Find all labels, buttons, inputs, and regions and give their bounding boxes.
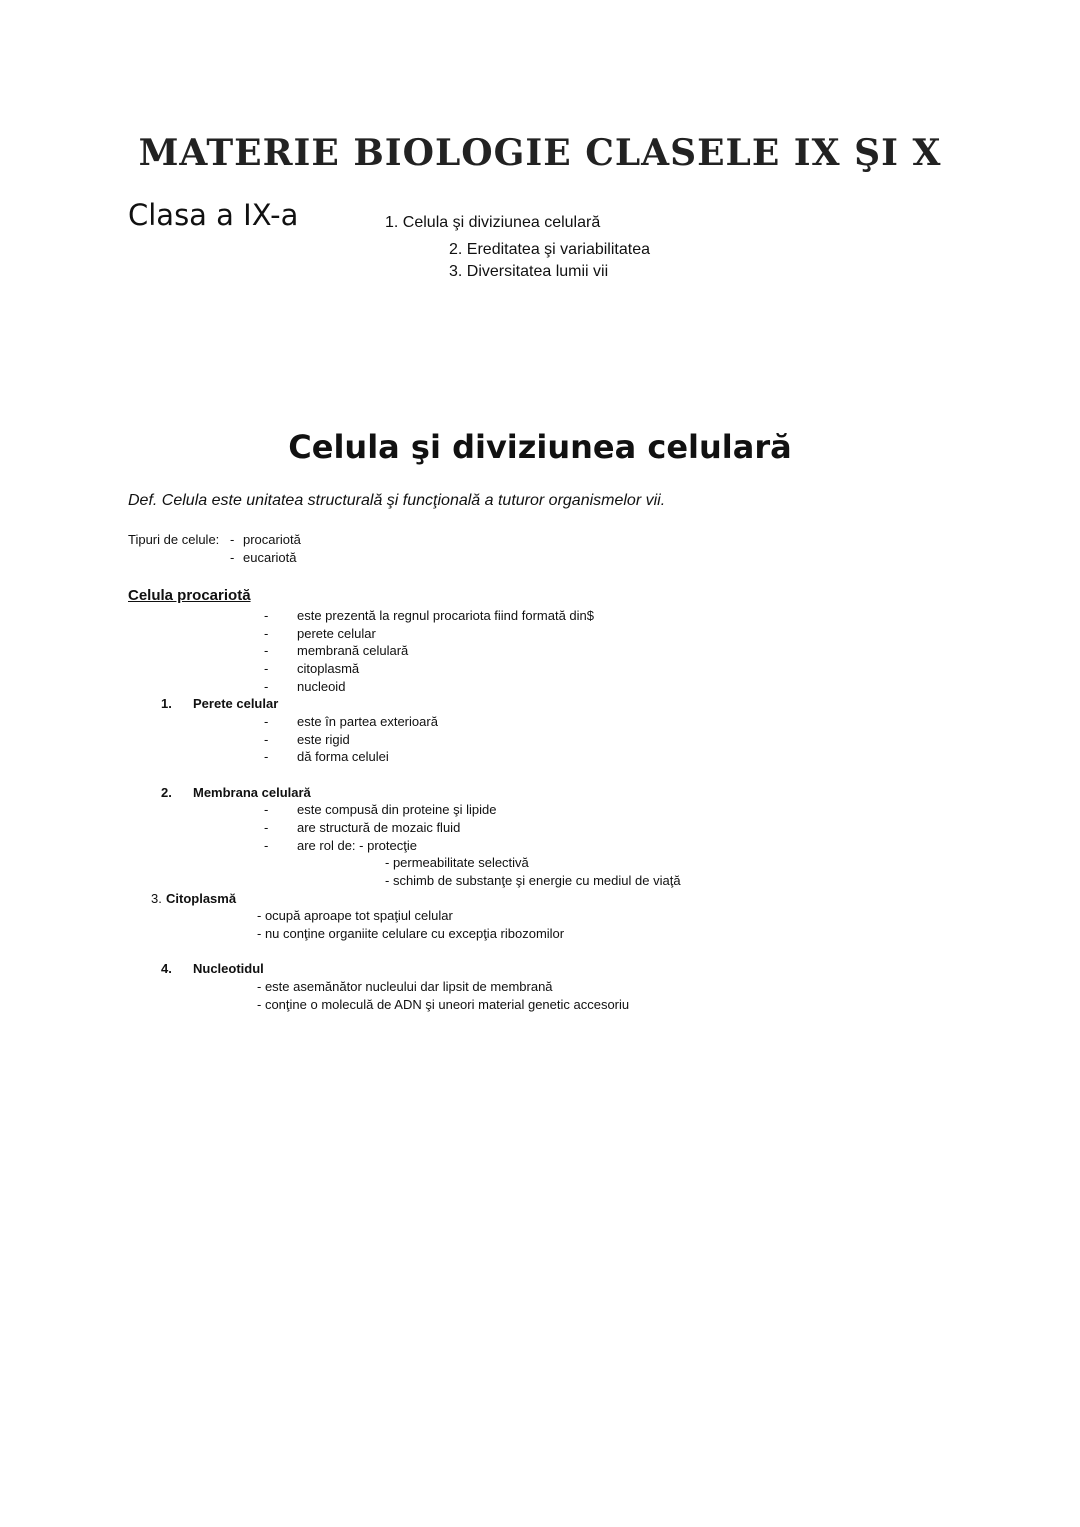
part-heading-cell-wall: Perete celular	[193, 696, 279, 711]
definition: Def. Celula este unitatea structurală şi funcţională a tuturor organismelor vii.	[128, 492, 666, 509]
subheading-prokaryote: Celula procariotă	[128, 587, 251, 604]
part-item: dă forma celulei	[297, 749, 389, 764]
intro-item: este prezentă la regnul procariota fiind formată din$	[297, 608, 595, 623]
part-item: - conţine o moleculă de ADN şi uneori material genetic accesoriu	[257, 997, 630, 1012]
part-item: este în partea exterioară	[297, 714, 438, 729]
dash-bullet: -	[264, 714, 269, 729]
part-item: - ocupă aproape tot spaţiul celular	[257, 908, 453, 923]
membrane-role: - permeabilitate selectivă	[385, 855, 529, 870]
toc-item-2: 2. Ereditatea şi variabilitatea	[449, 241, 650, 258]
intro-item: membrană celulară	[297, 643, 409, 658]
dash-bullet: -	[264, 732, 269, 747]
part-item: este rigid	[297, 732, 350, 747]
part-number: 1.	[161, 696, 172, 711]
intro-item: nucleoid	[297, 679, 346, 694]
toc-item-1: 1. Celula şi diviziunea celulară	[385, 214, 601, 231]
part-item: este compusă din proteine şi lipide	[297, 802, 497, 817]
page-title: MATERIE BIOLOGIE CLASELE IX ŞI X	[138, 132, 942, 174]
intro-item: citoplasmă	[297, 661, 360, 676]
cell-type-item: procariotă	[243, 532, 301, 547]
part-item: are structură de mozaic fluid	[297, 820, 461, 835]
class-label: Clasa a IX-a	[128, 198, 299, 232]
cell-types-label: Tipuri de celule:	[128, 532, 220, 547]
part-item: - nu conţine organiite celulare cu excepţia ribozomilor	[257, 926, 565, 941]
intro-item: perete celular	[297, 626, 376, 641]
section-title: Celula şi diviziunea celulară	[288, 428, 792, 466]
part-number: 3.	[151, 891, 162, 906]
dash-bullet: -	[264, 838, 269, 853]
dash-bullet: -	[264, 626, 269, 641]
part-number: 4.	[161, 961, 172, 976]
part-heading-nucleoid: Nucleotidul	[193, 961, 264, 976]
dash-bullet: -	[264, 643, 269, 658]
dash-bullet: -	[264, 749, 269, 764]
dash-bullet: -	[230, 532, 235, 547]
part-heading-membrane: Membrana celulară	[193, 785, 311, 800]
dash-bullet: -	[264, 608, 269, 623]
dash-bullet: -	[264, 820, 269, 835]
part-heading-cytoplasm: Citoplasmă	[166, 891, 237, 906]
part-item: are rol de: - protecţie	[297, 838, 417, 853]
dash-bullet: -	[264, 802, 269, 817]
dash-bullet: -	[264, 679, 269, 694]
toc-item-3: 3. Diversitatea lumii vii	[449, 263, 609, 280]
part-number: 2.	[161, 785, 172, 800]
cell-type-item: eucariotă	[243, 550, 297, 565]
membrane-role: - schimb de substanţe şi energie cu mediul de viaţă	[385, 873, 681, 888]
dash-bullet: -	[230, 550, 235, 565]
dash-bullet: -	[264, 661, 269, 676]
part-item: - este asemănător nucleului dar lipsit de membrană	[257, 979, 553, 994]
